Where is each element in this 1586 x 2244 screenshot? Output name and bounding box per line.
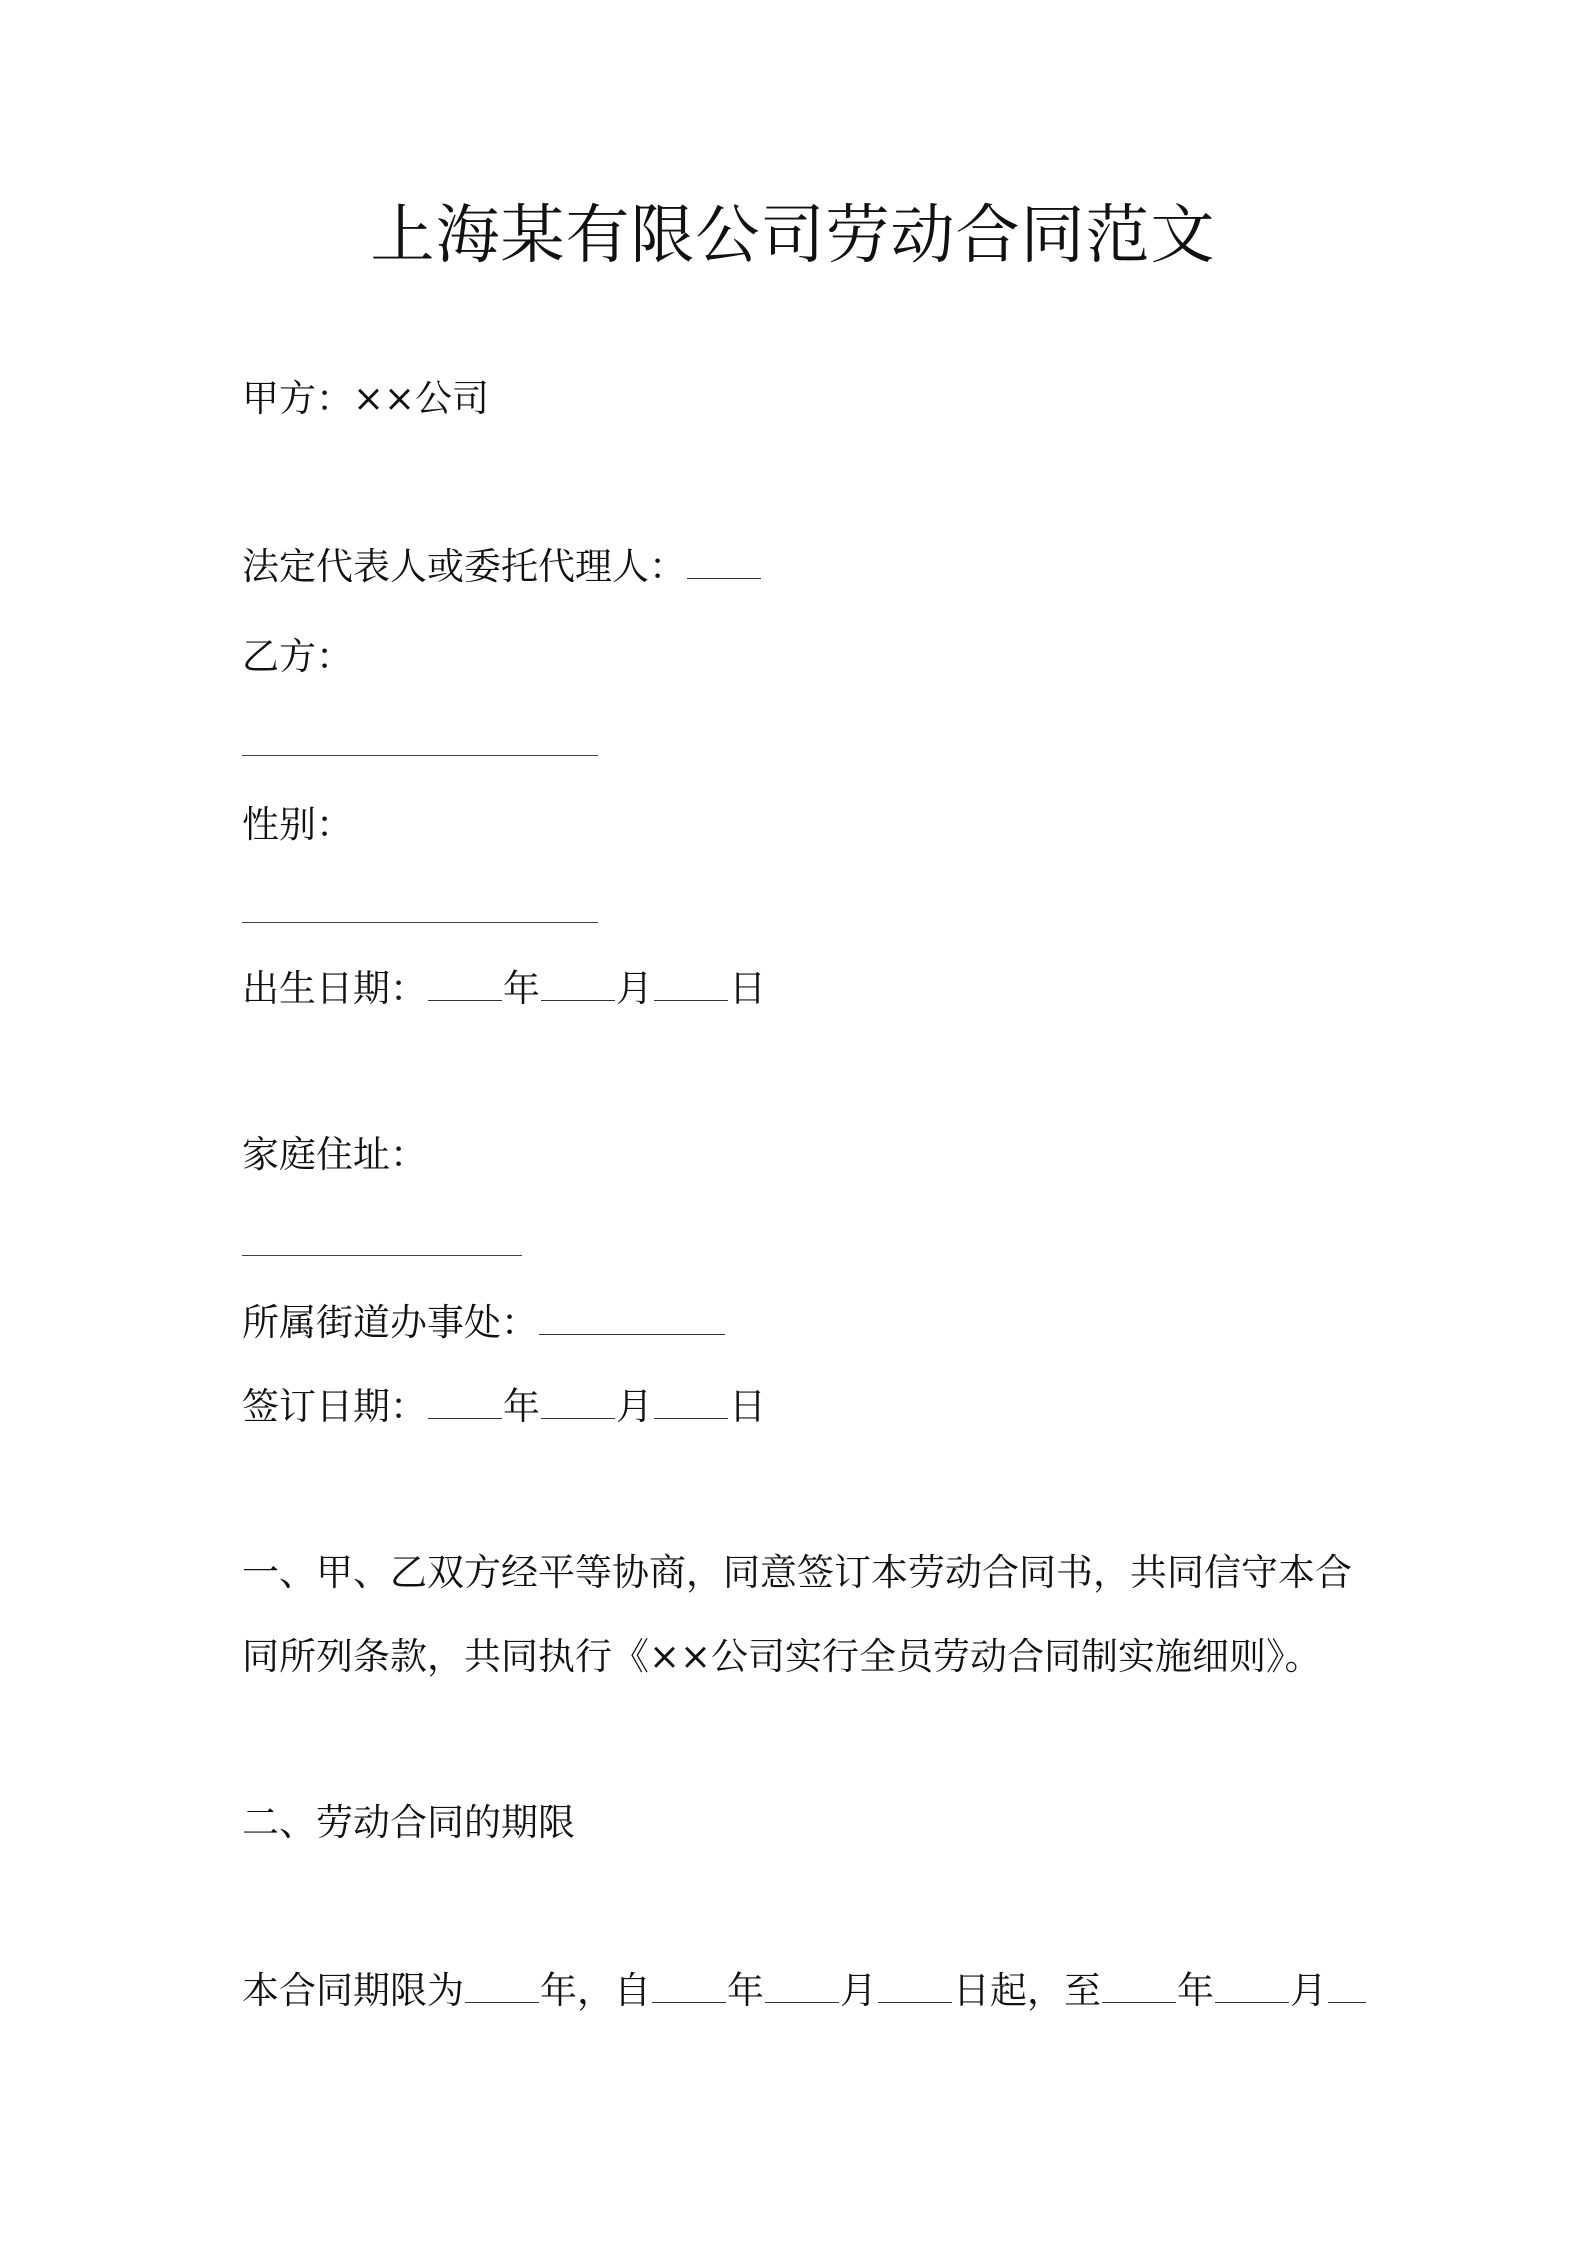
home-address-underline [242,1255,522,1256]
term-years-blank [465,2001,539,2003]
term-end-day-blank [1328,2001,1366,2003]
gender-underline [242,922,598,923]
birth-date-label: 出生日期： [242,967,427,1010]
street-office-blank [539,1333,725,1335]
sign-date-label: 签订日期： [242,1385,427,1428]
clause1-line1: 一、甲、乙双方经平等协商，同意签订本劳动合同书，共同信守本合 [242,1551,1352,1594]
street-office-label: 所属街道办事处： [242,1301,538,1344]
legal-rep-line [242,540,762,594]
birth-month-blank [541,999,615,1001]
term-end-month-blank [1215,2001,1289,2003]
birth-year-label: 年 [503,967,540,1010]
birth-day-label: 日 [729,967,766,1010]
term-p7: 月 [1290,1969,1327,2012]
term-line [242,1964,1367,2018]
sign-day-label: 日 [729,1385,766,1428]
document-title: 上海某有限公司劳动合同范文 [370,199,1216,273]
legal-rep-blank [687,577,761,579]
party-b-line: 乙方： [242,635,353,678]
sign-month-label: 月 [616,1385,653,1428]
sign-date-line [242,1380,766,1434]
term-end-year-blank [1102,2001,1176,2003]
term-start-month-blank [765,2001,839,2003]
clause1-line2: 同所列条款，共同执行《××公司实行全员劳动合同制实施细则》。 [242,1635,1322,1678]
term-p1: 本合同期限为 [242,1969,464,2012]
street-office-line [242,1296,726,1350]
home-address-line: 家庭住址： [242,1133,427,1176]
term-p4: 月 [840,1969,877,2012]
birth-day-blank [654,999,728,1001]
sign-day-blank [654,1417,728,1419]
term-p5: 日起，至 [953,1969,1101,2012]
sign-year-label: 年 [503,1385,540,1428]
birth-year-blank [428,999,502,1001]
sign-year-blank [428,1417,502,1419]
sign-month-blank [541,1417,615,1419]
clause2-heading: 二、劳动合同的期限 [242,1801,575,1844]
term-p3: 年 [727,1969,764,2012]
term-p6: 年 [1177,1969,1214,2012]
term-start-year-blank [652,2001,726,2003]
birth-month-label: 月 [616,967,653,1010]
term-start-day-blank [878,2001,952,2003]
gender-line: 性别： [242,803,353,846]
legal-rep-label: 法定代表人或委托代理人： [242,545,686,588]
term-p2: 年，自 [540,1969,651,2012]
party-a-line: 甲方：××公司 [242,377,490,420]
birth-date-line [242,962,766,1016]
party-b-underline [242,755,598,756]
